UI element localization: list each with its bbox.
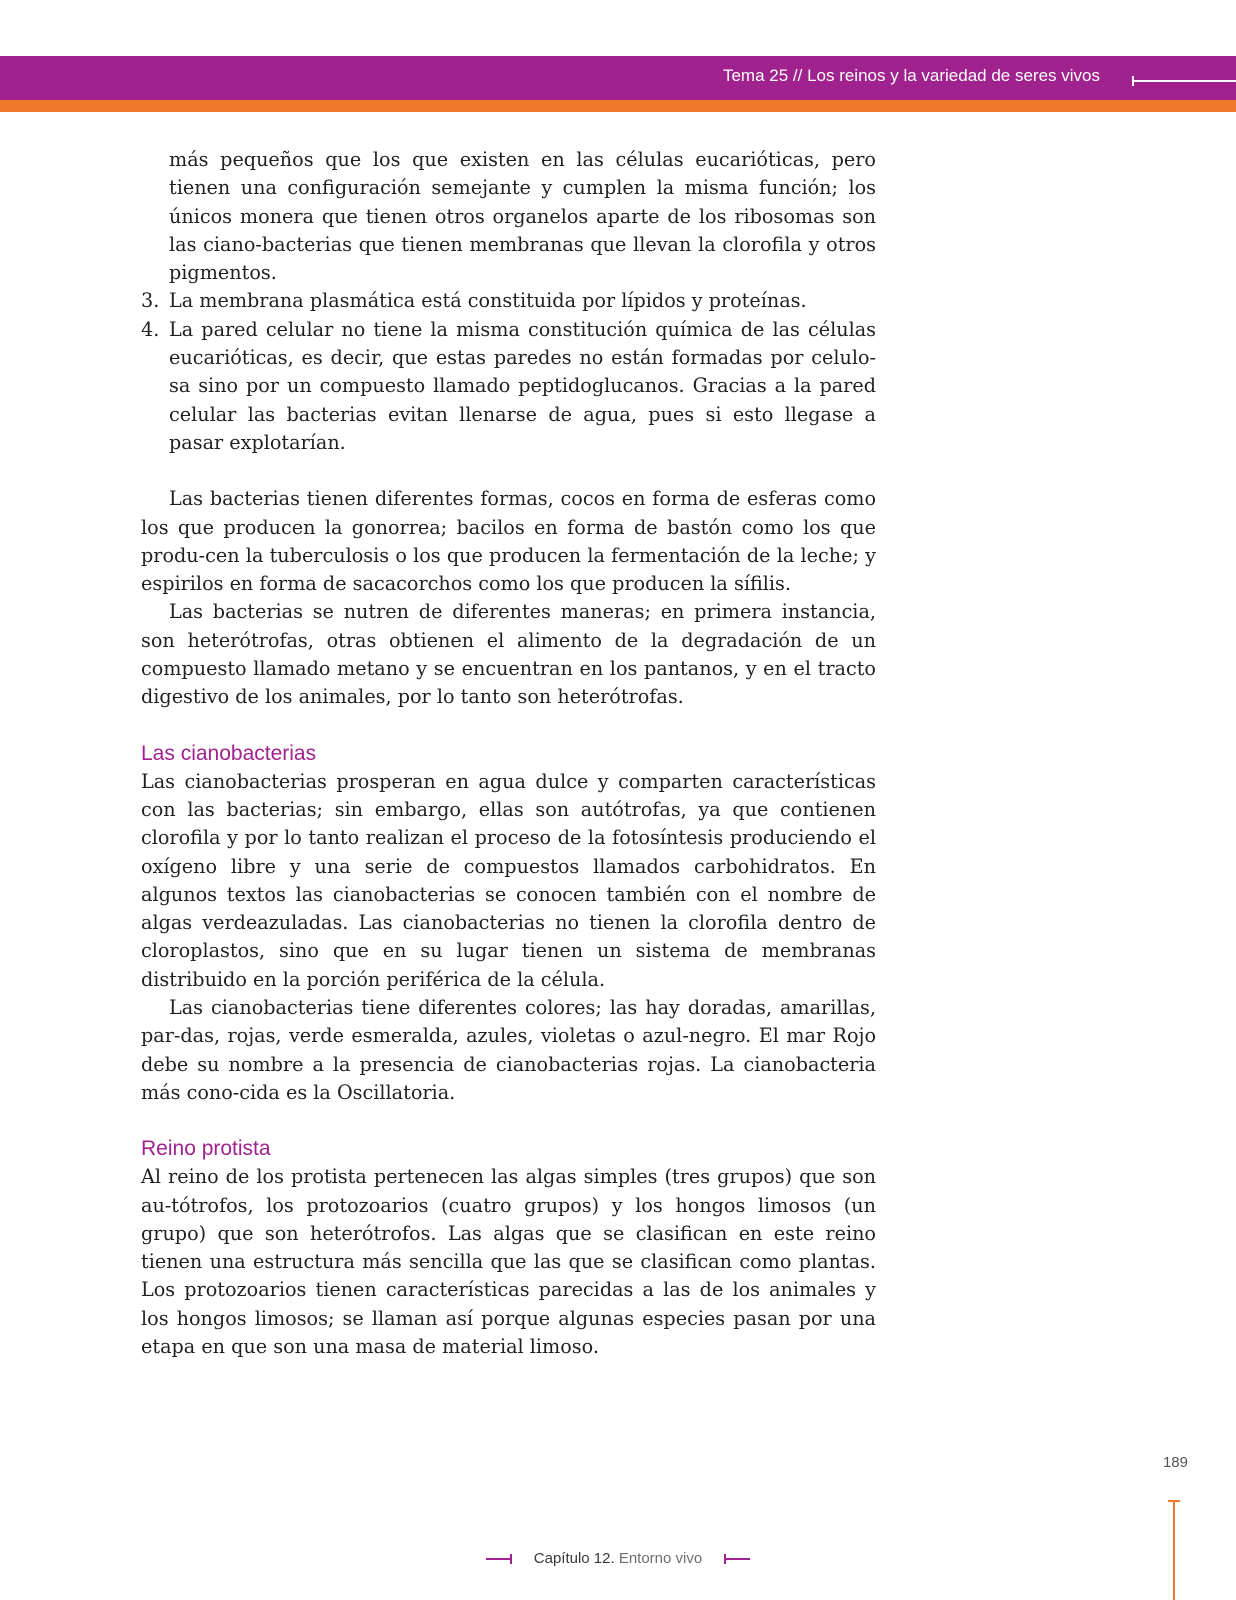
header-rule (1132, 80, 1236, 82)
header-stripe (0, 100, 1236, 112)
spacer (141, 712, 876, 740)
list-item (141, 316, 876, 457)
paragraph-protista: Al reino de los protista pertenecen las algas simples (tres grupos) que son au-tótrofos, los protozoarios (cuatro grupos) y los hongos limosos (un grupo) que son heterótrofos. Las algas que se clasifican en este reino tienen una estructura más sencilla que las que se clasifican como plantas. Los protozoarios tienen características parecidas a las de los animales y los hongos limosos; se llaman así porque algunas especies pasan por una etapa en que son una masa de material limoso. (141, 1165, 876, 1358)
section-heading-cyanobacteria: Las cianobacterias (141, 741, 317, 765)
page-footer (0, 1550, 1236, 1567)
footer-chapter: Capítulo 12. (533, 1550, 615, 1567)
paragraph-cyanobacteria-1: Las cianobacterias prosperan en agua dulce y comparten características con las bacterias; sin embargo, ellas son autótrofas, ya que contienen clorofila y por lo tanto realizan el proceso de la fotosíntesis produciendo el oxígeno libre y una serie de compuestos llamados carbohidratos. En algunos textos las cianobacterias se conocen también con el nombre de algas verdeazuladas. Las cianobacterias no tienen la clorofila dentro de cloroplastos, sino que en su lugar tienen un sistema de membranas distribuido en la porción periférica de la célula. (141, 769, 876, 991)
paragraph-bacteria-forms: Las bacterias tienen diferentes formas, cocos en forma de esferas como los que producen la gonorrea; bacilos en forma de bastón como los que produ-cen la tuberculosis o los que producen la fermentación de la leche; y espirilos en forma de sacacorchos como los que producen la sífilis. (141, 487, 876, 596)
footer-rule-right (724, 1558, 750, 1560)
paragraph-text: más pequeños que los que existen en las células eucarióticas, pero tienen una configuración semejante y cumplen la misma función; los únicos monera que tienen otros organelos aparte de los ribosomas son las ciano-bacterias que tienen membranas que llevan la clorofila y otros pigmentos. (169, 148, 876, 285)
list-item (141, 287, 876, 315)
page-header-title: Tema 25 // Los reinos y la variedad de seres vivos (722, 66, 1100, 85)
footer-rule-left (486, 1558, 512, 1560)
header-rule-tick (1132, 76, 1134, 86)
page-number: 189 (1162, 1454, 1188, 1471)
paragraph-bacteria-nutrition: Las bacterias se nutren de diferentes maneras; en primera instancia, son heterótrofas, otras obtienen el alimento de la degradación de un compuesto llamado metano y se encuentran en los pantanos, y en el tracto digestivo de los animales, por lo tanto son heterótrofas. (141, 600, 876, 709)
paragraph-cyanobacteria-2: Las cianobacterias tiene diferentes colores; las hay doradas, amarillas, par-das, rojas, verde esmeralda, azules, violetas o azul-negro. El mar Rojo debe su nombre a la presencia de cianobacterias rojas. La cianobacteria más cono-cida es la Oscillatoria. (141, 996, 876, 1104)
list-number: 4. (141, 317, 160, 341)
list-item-text: La membrana plasmática está constituida por lípidos y proteínas. (169, 289, 807, 313)
main-text (141, 146, 876, 1361)
list-item-continuation (141, 146, 876, 287)
spacer (141, 457, 876, 485)
section-heading-protista: Reino protista (141, 1137, 271, 1161)
footer-topic: Entorno vivo (618, 1550, 703, 1567)
list-item-text: La pared celular no tiene la misma constitución química de las células eucarióticas, es decir, que estas paredes no están formadas por celulo-sa sino por un compuesto llamado peptidoglucanos. Gracias a la pared celular las bacterias evitan llenarse de agua, pues si esto llegase a pasar explotarían. (169, 317, 876, 454)
spacer (141, 1107, 876, 1135)
list-number: 3. (141, 289, 160, 313)
